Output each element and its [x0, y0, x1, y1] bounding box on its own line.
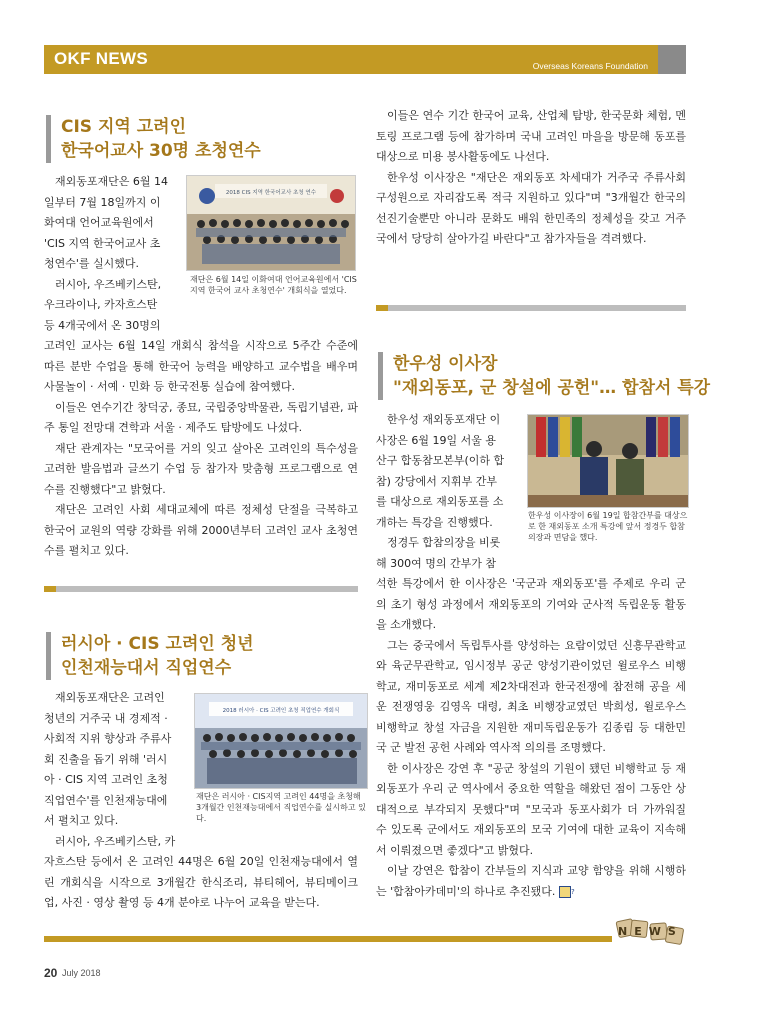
- header-grey-block: [658, 45, 686, 74]
- end-mark-icon: ?: [559, 886, 571, 898]
- article3-paragraph: 이날 강연은 합참이 간부들의 지식과 교양 함양을 위해 시행하는 '합참아카데미'의 하나로 추진됐다.: [376, 864, 686, 898]
- section-title: OKF NEWS: [54, 49, 149, 68]
- article1-intro-line: 화여대 언어교육원에서: [44, 216, 154, 229]
- article2-intro-line: 서 펼치고 있다.: [44, 814, 119, 827]
- issue-date: July 2018: [62, 968, 101, 978]
- article1-photo: [186, 175, 356, 271]
- foundation-name: Overseas Koreans Foundation: [532, 61, 648, 71]
- article1-intro-line: 일부터 7월 18일까지 이: [44, 195, 161, 209]
- article3-last-paragraph: [376, 861, 686, 902]
- article2-intro-line: 러시아, 우즈베키스탄, 카: [55, 834, 176, 848]
- article3-title-line: 한우성 이사장: [393, 354, 498, 374]
- article1-caption: 재단은 6월 14일 이화여대 언어교육원에서 'CIS지역 한국어 교사 초청연수' 개회식을 열었다.: [190, 275, 357, 295]
- article2-continued: [376, 106, 686, 250]
- article3-intro-line: 참) 강당에서 지휘부 간부: [376, 474, 498, 488]
- article3-intro-line: 한우성 재외동포재단 이: [387, 413, 501, 426]
- group-photo-illustration: [187, 176, 355, 270]
- article3-intro-line: 개하는 특강을 진행했다.: [376, 515, 493, 529]
- news-badge-text: NEWS: [618, 925, 683, 938]
- article1-paragraph: 재단 관계자는 "모국어를 거의 잊고 살아온 고려인의 특수성을 고려한 발음법과 글쓰기 수업 등 참가자 맞춤형 프로그램으로 연수를 진행했다"고 밝혔다.: [44, 441, 358, 496]
- article2-title-line: 인천재능대서 직업연수: [61, 658, 232, 678]
- article-divider-accent: [376, 305, 388, 311]
- article1-paragraph: 고려인 교사는 6월 14일 개회식 참석을 시작으로 5주간 수준에 따른 분반 수업을 통해 한국어 능력을 배양하고 교수법을 배우며 사물놀이 · 서예 · 민화 등 한국전통 실습에 참여했다.: [44, 339, 358, 393]
- article3-caption: 한우성 이사장이 6월 19일 합참간부를 대상으로 한 재외동포 소개 특강에 앞서 정경두 합참의장과 면담을 했다.: [528, 511, 688, 542]
- article2-intro: [44, 688, 184, 852]
- article3-photo: [527, 414, 689, 508]
- article2-title: [46, 632, 254, 680]
- article1-title: [46, 115, 261, 163]
- article1-intro-line: 청연수'를 실시했다.: [44, 257, 140, 270]
- article1-intro-line: 러시아, 우즈베키스탄,: [55, 277, 162, 291]
- article2-intro-line: 직업연수'를 인천재능대에: [44, 793, 168, 807]
- article2-intro-line: 재외동포재단은 고려인: [55, 691, 165, 704]
- article3-intro-line: 해 300여 명의 간부가 참: [376, 556, 496, 570]
- photo-banner-text: 2018 CIS 지역 한국어교사 초청 연수: [225, 190, 317, 196]
- article2-cont-paragraph: 한우성 이사장은 "재단은 재외동포 차세대가 거주국 주류사회 구성원으로 자리잡도록 적극 지원하고 있다"며 "3개월간 한국의 선진기술뿐만 아니라 문화도 배워 한민족의 정체성을 갖고 거주국에서 당당히 살아가길 바란다"고 참가자들을 격려했다.: [376, 170, 686, 245]
- footer-rule: [44, 936, 612, 942]
- article3-intro-line: 정경두 합참의장을 비롯: [387, 536, 501, 549]
- meeting-photo-illustration: [528, 415, 688, 507]
- group-photo-illustration: [195, 694, 367, 788]
- article2-body: [44, 852, 358, 914]
- article3-paragraph: 한 이사장은 강연 후 "공군 창설의 기원이 됐던 비행학교 등 재외동포가 우리 군 역사에서 중요한 역할을 해왔던 점이 그동안 상대적으로 부각되지 못했다"며 "모국과 동포사회가 더 가까워질 수 있도록 군에서도 재외동포의 모국 기여에 대한 교육이 지속해서 이뤄졌으면 좋겠다"고 밝혔다.: [376, 761, 686, 857]
- article3-body: [376, 574, 686, 902]
- article1-intro-line: 'CIS 지역 한국어교사 초: [44, 236, 161, 250]
- article1-title-line: CIS 지역 고려인: [61, 117, 186, 137]
- article3-intro: [376, 410, 516, 574]
- article1-intro: [44, 172, 176, 336]
- article2-photo: [194, 693, 368, 789]
- article3-title: [378, 352, 710, 400]
- article1-title-line: 한국어교사 30명 초청연수: [61, 141, 261, 161]
- article3-paragraph: 석한 특강에서 한 이사장은 '국군과 재외동포'를 주제로 우리 군의 초기 형성 과정에서 재외동포의 기여와 군사적 독립운동 활동을 소개했다.: [376, 577, 686, 631]
- article2-intro-line: 회 진출을 돕기 위해 '러시: [44, 752, 168, 766]
- article1-intro-line: 우크라이나, 카자흐스탄: [44, 298, 158, 311]
- article1-paragraph: 이들은 연수기간 창덕궁, 종묘, 국립중앙박물관, 독립기념관, 파주 통일 전망대 견학과 서울 · 제주도 탐방에도 나섰다.: [44, 400, 358, 434]
- article-divider: [388, 305, 686, 311]
- article1-intro-line: 재외동포재단은 6월 14: [55, 175, 168, 188]
- article3-intro-line: 산구 합동참모본부(이하 합: [376, 454, 505, 467]
- article3-intro-line: 사장은 6월 19일 서울 용: [376, 433, 496, 447]
- photo-banner-text: 2018 러시아 · CIS 고려인 초청 직업연수 개회식: [222, 708, 340, 714]
- article1-intro-line: 등 4개국에서 온 30명의: [44, 318, 161, 332]
- article1-body: [44, 336, 358, 562]
- article2-intro-line: 청년의 거주국 내 경제적 ·: [44, 711, 168, 725]
- page-header-bar: [44, 45, 658, 74]
- article3-title-line: "재외동포, 군 창설에 공헌"… 합참서 특강: [393, 378, 711, 398]
- article2-intro-line: 사회적 지위 향상과 주류사: [44, 732, 172, 745]
- article2-caption: 재단은 러시아 · CIS지역 고려인 44명을 초청해 3개월간 인천재능대에서 직업연수를 실시하고 있다.: [196, 792, 366, 823]
- page-number: 20: [44, 966, 58, 980]
- article-divider-accent: [44, 586, 56, 592]
- article1-paragraph: 재단은 고려인 사회 세대교체에 따른 정체성 단절을 극복하고 한국어 교원의 역량 강화를 위해 2000년부터 고려인 교사 초청연수를 펼치고 있다.: [44, 503, 358, 557]
- article3-intro-line: 를 대상으로 재외동포를 소: [376, 495, 504, 508]
- article-divider: [56, 586, 358, 592]
- news-badge: [612, 912, 692, 956]
- article2-title-line: 러시아 · CIS 고려인 청년: [61, 634, 254, 654]
- article3-paragraph: 그는 중국에서 독립투사를 양성하는 요람이었던 신흥무관학교와 육군무관학교, 임시정부 공군 양성기관이었던 윌로우스 비행학교, 재미동포로 세계 제2차대전과 한국전쟁에 참전해 공을 세운 전쟁영웅 김영옥 대령, 최초 비행장교였던 박희성, 윌로우스 비행학교 창설 자금을 지원한 재미독립운동가 김종림 등 대한민국 군 발전 공헌 사례와 역사적 의의를 조명했다.: [376, 638, 686, 754]
- article2-cont-paragraph: 이들은 연수 기간 한국어 교육, 산업체 탐방, 한국문화 체험, 멘토링 프로그램 등에 참가하며 국내 고려인 마을을 방문해 동포를 대상으로 미용 봉사활동에도 나선다.: [376, 109, 686, 163]
- article2-paragraph: 자흐스탄 등에서 온 고려인 44명은 6월 20일 인천재능대에서 열린 개회식을 시작으로 3개월간 한식조리, 뷰티헤어, 뷰티메이크업, 사진 · 영상 촬영 등 4개 분야로 나누어 교육을 받는다.: [44, 855, 358, 909]
- article2-intro-line: 아 · CIS 지역 고려인 초청: [44, 773, 168, 786]
